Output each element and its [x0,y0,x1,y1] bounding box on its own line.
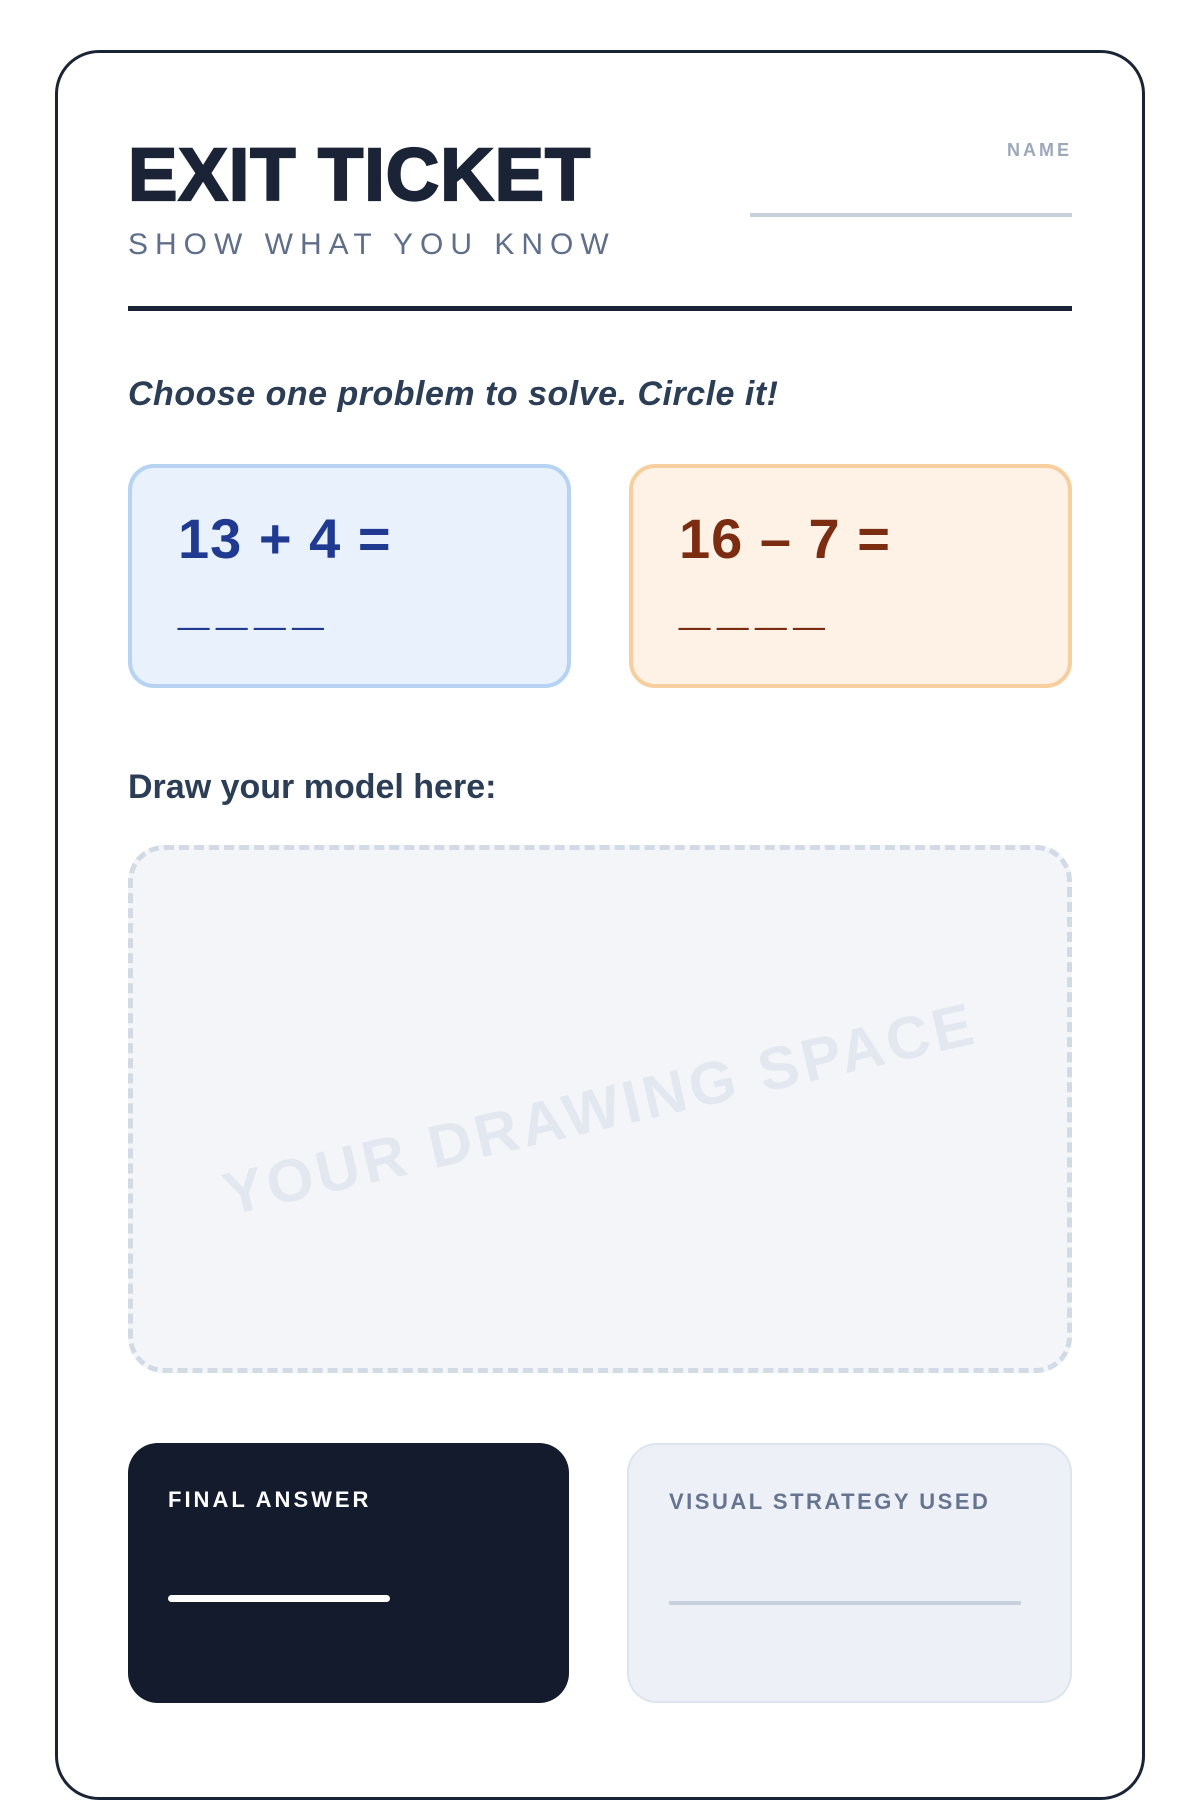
footer-row [128,1443,1072,1703]
final-answer-label: FINAL ANSWER [168,1487,372,1512]
header-divider [128,306,1072,311]
drawing-section-label: Draw your model here: [128,768,497,806]
problem-card-addition[interactable] [128,464,571,688]
visual-strategy-input-line[interactable] [669,1601,1021,1605]
worksheet-content [58,53,1142,1703]
visual-strategy-label: VISUAL STRATEGY USED [669,1489,991,1514]
worksheet-card [55,50,1145,1800]
name-label: NAME [1007,140,1072,160]
page-subtitle: SHOW WHAT YOU KNOW [128,228,616,261]
problem-expression-subtraction: 16 – 7 = [679,507,891,570]
final-answer-input-line[interactable] [168,1595,390,1602]
drawing-watermark: YOUR DRAWING SPACE [216,989,984,1229]
visual-strategy-card [627,1443,1072,1703]
problem-card-subtraction[interactable] [629,464,1072,688]
name-field-block [750,138,1072,217]
name-input-line[interactable] [750,213,1072,217]
drawing-area[interactable] [128,845,1072,1373]
page-title: EXIT TICKET [128,133,592,216]
problem-expression-addition: 13 + 4 = [178,507,392,570]
answer-blank-subtraction[interactable]: ____ [679,572,832,635]
header [128,133,1072,262]
problems-row [128,464,1072,688]
instruction-text: Choose one problem to solve. Circle it! [128,375,779,413]
final-answer-card [128,1443,569,1703]
header-title-block [128,133,616,262]
answer-blank-addition[interactable]: ____ [178,572,331,635]
